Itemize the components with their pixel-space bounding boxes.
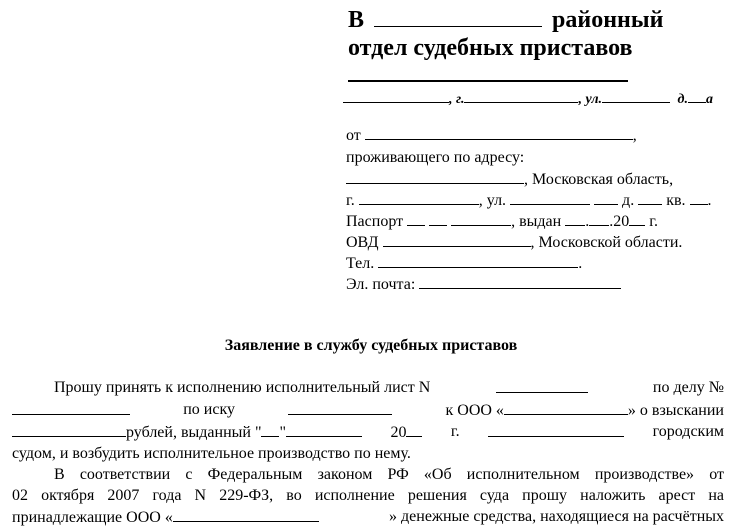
passport-label: Паспорт <box>346 213 404 230</box>
p1-l3-text-e: городским <box>652 423 724 440</box>
from-blank <box>365 124 633 140</box>
apt-end: . <box>707 192 712 209</box>
header-line-1 <box>348 6 663 34</box>
from-end: , <box>632 127 637 144</box>
apt-blank <box>690 189 708 205</box>
p2-l3-text-a: принадлежащие ООО « <box>12 509 173 526</box>
addr-blank-2 <box>464 88 578 103</box>
p2-l3-text-b: » денежные средства, находящиеся на расчётных <box>389 508 724 525</box>
issued-label: , выдан <box>511 213 562 230</box>
region-blank <box>346 168 524 184</box>
header-blank-line <box>348 80 628 82</box>
p1-l1-text-a: Прошу принять к исполнению исполнительный лист N <box>54 379 431 396</box>
house-num-blank <box>638 189 662 205</box>
applicant-email-line <box>346 273 621 295</box>
phone-end: . <box>578 255 583 272</box>
body-p1-line-2 <box>12 399 724 421</box>
p1-blank-case-number <box>12 399 130 415</box>
addr-street-label: , ул. <box>578 92 603 107</box>
p2-blank-company <box>173 506 319 522</box>
applicant-phone-line <box>346 252 582 274</box>
p1-l2-text-a: по иску <box>183 401 236 418</box>
city-label: г. <box>346 192 355 209</box>
p1-blank-day <box>261 421 279 437</box>
street-label: , ул. <box>478 192 507 209</box>
from-label: от <box>346 127 361 144</box>
header-blank-district <box>374 6 542 27</box>
header-suffix: районный <box>552 7 664 33</box>
p1-blank-list-number <box>496 377 588 393</box>
header-address-line <box>343 88 713 108</box>
apt-label: кв. <box>666 192 686 209</box>
issued-year-suffix: г. <box>649 213 658 230</box>
p1-l1-text-b: по делу № <box>652 379 724 396</box>
phone-blank <box>378 252 578 268</box>
p1-l3-text-c: 20 <box>390 424 407 441</box>
applicant-region-line <box>346 168 673 190</box>
passport-series-2 <box>429 210 447 226</box>
p1-l3-text-b: " <box>279 424 287 441</box>
applicant-from-line <box>346 124 637 146</box>
p1-blank-year <box>406 421 422 437</box>
phone-label: Тел. <box>346 255 375 272</box>
region-label: , Московская область, <box>524 171 674 188</box>
p1-blank-company <box>504 399 628 415</box>
applicant-ovd-line <box>346 231 682 253</box>
document-title: Заявление в службу судебных приставов <box>224 337 518 354</box>
body-p1-line-1 <box>54 377 724 398</box>
addr-blank-1 <box>343 88 449 103</box>
issued-day <box>565 210 585 226</box>
addr-house-label: д. <box>677 92 688 107</box>
house-label: д. <box>622 192 635 209</box>
addr-blank-4 <box>688 88 706 103</box>
addr-house-suffix: а <box>705 92 713 107</box>
p1-l2-text-c: » о взыскании <box>627 402 724 419</box>
addr-blank-3 <box>602 88 670 103</box>
p1-blank-court <box>488 421 624 437</box>
p1-l3-text-d: г. <box>450 423 460 440</box>
passport-series-1 <box>407 210 425 226</box>
issued-year <box>629 210 645 226</box>
body-p2-line-2: 02 октября 2007 года N 229-ФЗ, во исполнение решения суда прошу наложить арест на <box>12 487 724 504</box>
issued-dot-1: . <box>585 213 590 230</box>
ovd-blank <box>383 231 531 247</box>
p1-l2-text-b: к ООО « <box>445 402 504 419</box>
addr-city-label: , г. <box>449 92 465 107</box>
issued-dot-2: .20 <box>609 213 630 230</box>
header-prefix: В <box>348 7 365 33</box>
house-blank <box>594 189 618 205</box>
p1-l3-text-a: рублей, выданный " <box>126 424 262 441</box>
email-blank <box>419 273 621 289</box>
header-line-2: отдел судебных приставов <box>348 35 633 61</box>
p1-blank-amount <box>12 421 126 437</box>
passport-number <box>451 210 511 226</box>
body-p1-line-3 <box>12 421 724 443</box>
city-blank <box>359 189 479 205</box>
ovd-suffix: , Московской области. <box>530 234 683 251</box>
applicant-passport-line <box>346 210 658 232</box>
p1-blank-month <box>286 421 362 437</box>
body-p1-line-4: судом, и возбудить исполнительное производство по нему. <box>12 445 411 462</box>
ovd-label: ОВД <box>346 234 379 251</box>
body-p2-line-1: В соответствии с Федеральным законом РФ «Об исполнительном производстве» от <box>54 466 724 483</box>
applicant-city-line <box>346 189 712 211</box>
issued-month <box>589 210 609 226</box>
applicant-residing-line: проживающего по адресу: <box>346 149 525 166</box>
p1-blank-claimant <box>288 399 392 415</box>
street-blank <box>510 189 590 205</box>
email-label: Эл. почта: <box>346 276 416 293</box>
